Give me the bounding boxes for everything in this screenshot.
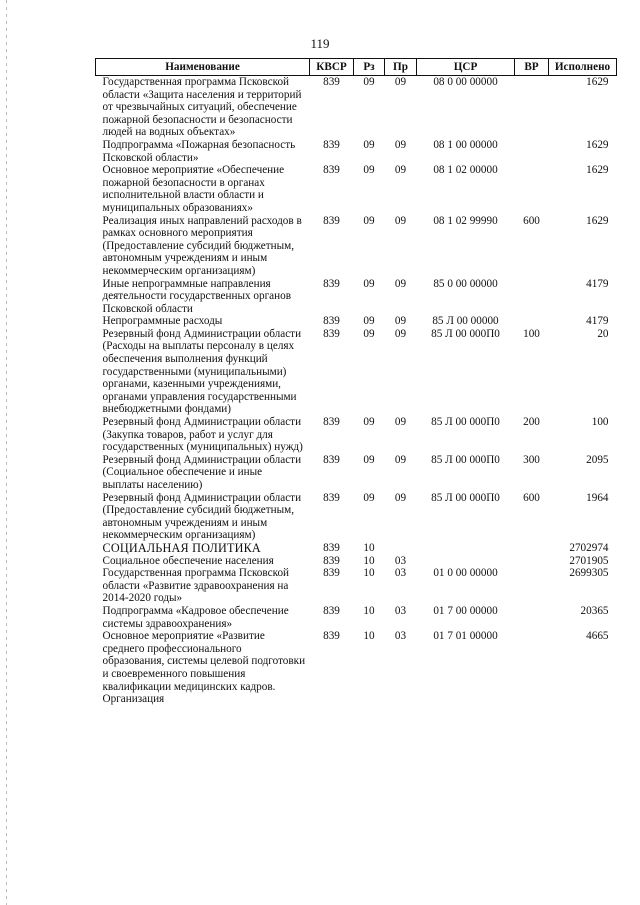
- row-pr: 09: [394, 214, 407, 227]
- row-kvsr: 839: [323, 315, 340, 328]
- row-kvsr: 839: [323, 630, 340, 643]
- row-rz: 09: [363, 277, 375, 290]
- table-row: [96, 76, 617, 139]
- scan-edge-line: [6, 0, 7, 905]
- table-row: [96, 278, 617, 316]
- row-amount: 4179: [586, 277, 609, 290]
- row-rz: 10: [363, 567, 375, 580]
- row-pr: 09: [394, 76, 407, 88]
- row-vr: 600: [523, 214, 540, 227]
- row-rz: 09: [363, 214, 375, 227]
- row-vr: 200: [523, 416, 540, 429]
- row-amount: 100: [591, 416, 609, 429]
- row-vr: [515, 555, 549, 568]
- row-amount: 2702974: [569, 541, 609, 554]
- header-kvsr: КВСР: [310, 59, 354, 76]
- row-rz: 09: [363, 164, 375, 177]
- row-kvsr: 839: [323, 327, 340, 340]
- row-rz: 09: [363, 327, 375, 340]
- row-csr: 01 0 00 00000: [433, 567, 498, 580]
- header-name: Наименование: [96, 59, 310, 76]
- row-kvsr: 839: [323, 604, 340, 617]
- row-amount: 20: [597, 327, 609, 340]
- row-csr: 85 Л 00 000П0: [431, 416, 500, 429]
- row-vr: [515, 605, 549, 630]
- row-pr: 03: [394, 604, 407, 617]
- table-row: [96, 605, 617, 630]
- table-row: [96, 492, 617, 542]
- row-pr: 09: [394, 164, 407, 177]
- table-row: [96, 215, 617, 278]
- row-pr: 09: [394, 327, 407, 340]
- row-rz: 09: [363, 416, 375, 429]
- row-name: Социальное обеспечение населения: [102, 554, 274, 567]
- row-csr: [417, 555, 515, 568]
- header-vr: ВР: [515, 59, 549, 76]
- row-rz: 09: [363, 453, 375, 466]
- table-row: [96, 139, 617, 164]
- page-number: 119: [310, 36, 330, 51]
- header-rz: Рз: [354, 59, 385, 76]
- table-row: [96, 630, 617, 706]
- row-csr: 08 1 00 00000: [433, 138, 498, 151]
- table-row: [96, 164, 617, 214]
- table-row: [96, 454, 617, 492]
- row-amount: 1629: [586, 164, 609, 177]
- row-pr: 03: [394, 554, 407, 567]
- row-rz: 09: [363, 491, 375, 504]
- header-amount: Исполнено: [549, 59, 617, 76]
- row-csr: 08 0 00 00000: [433, 76, 498, 88]
- row-kvsr: 839: [323, 277, 340, 290]
- row-csr: 08 1 02 00000: [433, 164, 498, 177]
- row-name: Резервный фонд Администрации области (Предоставление субсидий бюджетным, автономным учреждениям и иным некоммерческим организациям): [102, 491, 302, 542]
- row-vr: [515, 542, 549, 555]
- row-pr: 09: [394, 277, 407, 290]
- row-amount: 4665: [586, 630, 609, 643]
- row-name: Реализация иных направлений расходов в рамках основного мероприятия (Предоставление субсидий бюджетным, автономным учреждениям и иным некоммерческим организациям): [102, 214, 302, 277]
- row-name: Основное мероприятие «Развитие среднего профессионального образования, системы целевой подготовки и своевременного повышения квалификации медицинских кадров. Организация: [102, 630, 306, 706]
- table-row: [96, 555, 617, 568]
- row-name: Иные непрограммные направления деятельности государственных органов Псковской области: [102, 277, 292, 315]
- row-name: Подпрограмма «Кадровое обеспечение системы здравоохранения»: [102, 604, 289, 630]
- row-csr: 01 7 01 00000: [433, 630, 498, 643]
- row-kvsr: 839: [323, 214, 340, 227]
- table-row: [96, 542, 617, 555]
- row-kvsr: 839: [323, 138, 340, 151]
- row-pr: 09: [394, 138, 407, 151]
- row-pr: 03: [394, 567, 407, 580]
- table-header-row: [96, 59, 617, 76]
- row-vr: [515, 76, 549, 139]
- row-kvsr: 839: [323, 416, 340, 429]
- row-amount: 1964: [586, 491, 609, 504]
- row-vr: [515, 630, 549, 706]
- row-kvsr: 839: [323, 164, 340, 177]
- header-pr: Пр: [385, 59, 417, 76]
- row-amount: 2095: [586, 453, 609, 466]
- row-name: Непрограммные расходы: [102, 315, 223, 328]
- row-rz: 10: [363, 630, 375, 643]
- row-rz: 10: [363, 554, 375, 567]
- row-name: Резервный фонд Администрации области (Социальное обеспечение и иные выплаты населению): [102, 453, 302, 491]
- table-row: [96, 416, 617, 454]
- row-pr: [385, 542, 417, 555]
- row-csr: 85 0 00 00000: [433, 277, 498, 290]
- row-rz: 09: [363, 315, 375, 328]
- row-rz: 10: [363, 604, 375, 617]
- table-row: [96, 315, 617, 328]
- row-vr: [515, 164, 549, 214]
- row-amount: 2699305: [569, 567, 609, 580]
- row-name: Основное мероприятие «Обеспечение пожарной безопасности в органах исполнительной власти области и муниципальных образованиях»: [102, 164, 285, 214]
- row-kvsr: 839: [323, 76, 340, 88]
- row-kvsr: 839: [323, 541, 340, 554]
- row-amount: 1629: [586, 138, 609, 151]
- row-pr: 09: [394, 315, 407, 328]
- table-row: [96, 567, 617, 605]
- row-name: Резервный фонд Администрации области (Закупка товаров, работ и услуг для государственных (муниципальных) нужд): [102, 416, 303, 454]
- row-rz: 09: [363, 76, 375, 88]
- row-amount: 1629: [586, 76, 609, 88]
- budget-execution-table: [95, 58, 617, 706]
- row-csr: 08 1 02 99990: [433, 214, 498, 227]
- row-rz: 09: [363, 138, 375, 151]
- row-name: СОЦИАЛЬНАЯ ПОЛИТИКА: [102, 540, 261, 555]
- row-amount: 1629: [586, 214, 609, 227]
- row-csr: 85 Л 00 000П0: [431, 491, 500, 504]
- table-body: [96, 76, 617, 706]
- row-pr: 09: [394, 491, 407, 504]
- row-kvsr: 839: [323, 567, 340, 580]
- row-pr: 09: [394, 453, 407, 466]
- row-amount: 2701905: [569, 554, 609, 567]
- row-vr: 300: [523, 453, 540, 466]
- row-amount: 20365: [580, 604, 609, 617]
- row-name: Государственная программа Псковской области «Развитие здравоохранения на 2014-2020 годы»: [102, 567, 290, 605]
- row-vr: 100: [523, 327, 540, 340]
- table-row: [96, 328, 617, 416]
- row-pr: 09: [394, 416, 407, 429]
- row-kvsr: 839: [323, 491, 340, 504]
- row-kvsr: 839: [323, 554, 340, 567]
- header-csr: ЦСР: [417, 59, 515, 76]
- row-vr: [515, 315, 549, 328]
- row-vr: 600: [523, 491, 540, 504]
- row-amount: 4179: [586, 315, 609, 328]
- row-kvsr: 839: [323, 453, 340, 466]
- row-vr: [515, 278, 549, 316]
- row-csr: [417, 542, 515, 555]
- row-name: Резервный фонд Администрации области (Расходы на выплаты персоналу в целях обеспечения выполнения функций государственными (муниципальными) органами, казенными учреждениями, органами управления государственными внебюджетными фондами): [102, 327, 302, 416]
- row-name: Подпрограмма «Пожарная безопасность Псковской области»: [102, 138, 296, 164]
- row-csr: 85 Л 00 00000: [432, 315, 499, 328]
- row-vr: [515, 139, 549, 164]
- row-csr: 85 Л 00 000П0: [431, 327, 500, 340]
- row-csr: 85 Л 00 000П0: [431, 453, 500, 466]
- row-rz: 10: [363, 541, 375, 554]
- row-pr: 03: [394, 630, 407, 643]
- row-name: Государственная программа Псковской области «Защита населения и территорий от чрезвычайных ситуаций, обеспечение пожарной безопасности и безопасности людей на водных объектах»: [102, 76, 302, 139]
- row-csr: 01 7 00 00000: [433, 604, 498, 617]
- row-vr: [515, 567, 549, 605]
